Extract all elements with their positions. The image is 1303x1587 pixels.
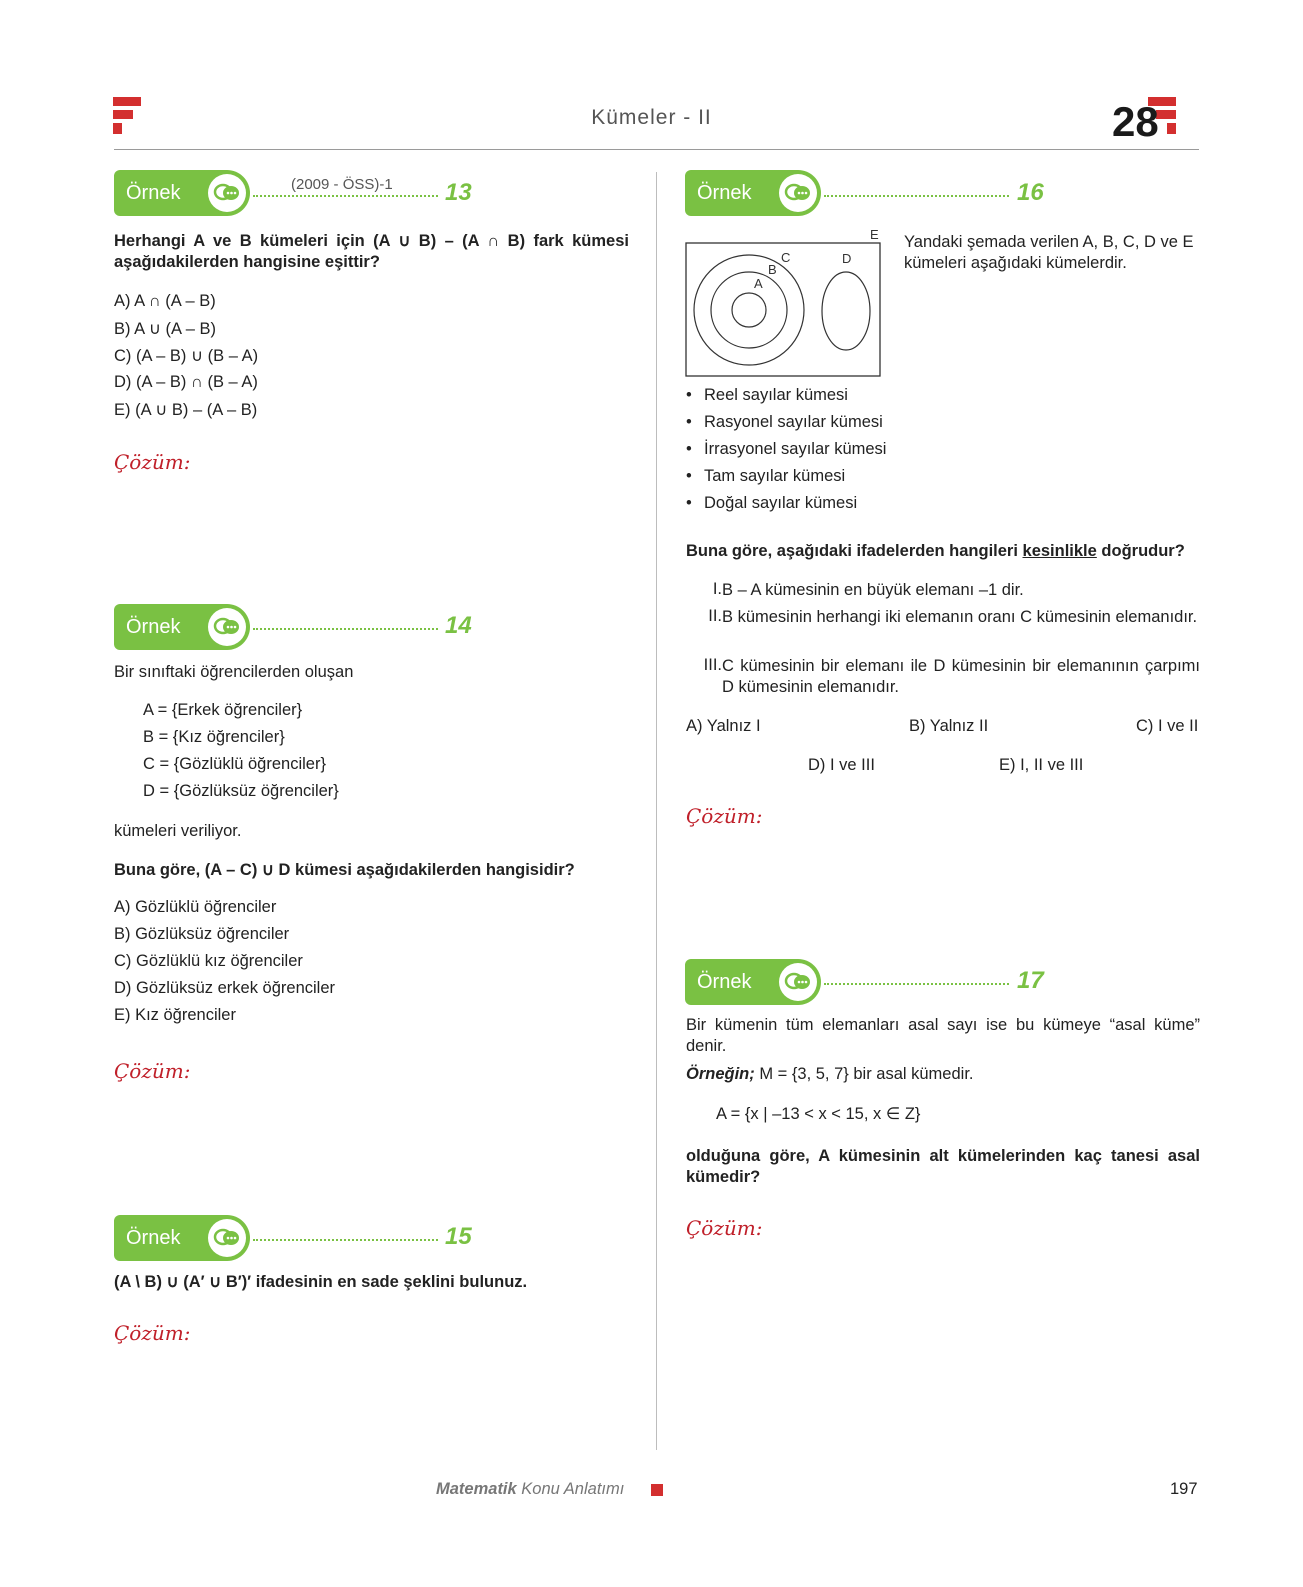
statement-num: III. <box>703 656 722 674</box>
intro-14: Bir sınıftaki öğrencilerden oluşan <box>114 663 354 681</box>
column-divider <box>656 172 657 1450</box>
option-e: E) Kız öğrenciler <box>114 1006 236 1024</box>
page-title: Kümeler - II <box>591 106 712 129</box>
label-d: D <box>842 251 852 266</box>
example-number-13: 13 <box>445 179 472 206</box>
set-c: C = {Gözlüklü öğrenciler} <box>143 755 326 773</box>
example-number-16: 16 <box>1017 179 1044 206</box>
list-item: • Tam sayılar kümesi <box>686 463 886 490</box>
statement-2: B kümesinin herhangi iki elemanın oranı C kümesinin elemanıdır. <box>722 608 1198 626</box>
speech-bubbles-icon <box>208 608 246 646</box>
option-b: B) Gözlüksüz öğrenciler <box>114 925 290 943</box>
emphasis-word: kesinlikle <box>1022 542 1097 560</box>
statement-1: B – A kümesinin en büyük elemanı –1 dir. <box>722 581 1024 599</box>
option-c: C) (A – B) ∪ (B – A) <box>114 347 259 365</box>
example-badge-13 <box>114 170 250 216</box>
speech-bubbles-icon <box>779 963 817 1001</box>
option-d: D) Gözlüksüz erkek öğrenciler <box>114 979 335 997</box>
example-label: Örneğin; <box>686 1065 755 1083</box>
given-14: kümeleri veriliyor. <box>114 822 242 840</box>
solution-label: Çözüm: <box>114 1321 191 1345</box>
speech-bubbles-icon <box>779 174 817 212</box>
question-16: Buna göre, aşağıdaki ifadelerden hangileri kesinlikle doğrudur? <box>686 542 1185 560</box>
list-item: • İrrasyonel sayılar kümesi <box>686 436 886 463</box>
label-e: E <box>870 227 879 242</box>
badge-label: Örnek <box>126 616 181 638</box>
badge-label: Örnek <box>697 182 752 204</box>
option-a: A) A ∩ (A – B) <box>114 292 216 310</box>
question-13: Herhangi A ve B kümeleri için (A ∪ B) – (A ∩ B) fark kümesi aşağıdakilerden hangisine eşittir? <box>114 232 629 271</box>
option-a: A) Yalnız I <box>686 717 761 735</box>
example-number-14: 14 <box>445 612 472 639</box>
dotted-leader <box>253 1239 438 1241</box>
dotted-leader <box>824 983 1009 985</box>
label-b: B <box>768 262 777 277</box>
option-d: D) (A – B) ∩ (B – A) <box>114 373 258 391</box>
statement-num: II. <box>708 607 722 625</box>
venn-diagram <box>684 226 884 381</box>
option-b: B) Yalnız II <box>909 717 989 735</box>
example-badge-15 <box>114 1215 250 1261</box>
list-item: • Rasyonel sayılar kümesi <box>686 409 886 436</box>
header-divider <box>114 149 1199 150</box>
badge-label: Örnek <box>126 182 181 204</box>
question-15: (A \ B) ∪ (A′ ∪ B′)′ ifadesinin en sade şeklini bulunuz. <box>114 1273 528 1291</box>
set-d-ellipse <box>822 272 870 350</box>
list-item: • Reel sayılar kümesi <box>686 382 886 409</box>
example-number-15: 15 <box>445 1223 472 1250</box>
example-source: (2009 - ÖSS)-1 <box>291 176 393 193</box>
speech-bubbles-icon <box>208 174 246 212</box>
solution-label: Çözüm: <box>686 804 763 828</box>
speech-bubbles-icon <box>208 1219 246 1257</box>
set-a-circle <box>732 293 766 327</box>
set-a: A = {Erkek öğrenciler} <box>143 701 303 719</box>
set-b-circle <box>711 272 787 348</box>
diagram-description: Yandaki şemada verilen A, B, C, D ve E kümeleri aşağıdaki kümelerdir. <box>904 233 1194 272</box>
dotted-leader <box>824 195 1009 197</box>
example-badge-14 <box>114 604 250 650</box>
set-list <box>686 382 886 517</box>
question-17: olduğuna göre, A kümesinin alt kümelerinden kaç tanesi asal kümedir? <box>686 1147 1200 1186</box>
solution-label: Çözüm: <box>686 1216 763 1240</box>
option-c: C) I ve II <box>1136 717 1199 735</box>
label-c: C <box>781 250 791 265</box>
footer-brand: Matematik Konu Anlatımı <box>436 1480 625 1498</box>
set-b: B = {Kız öğrenciler} <box>143 728 285 746</box>
example-line: Örneğin; M = {3, 5, 7} bir asal kümedir. <box>686 1065 974 1083</box>
dotted-leader <box>253 195 438 197</box>
chapter-number: 28 <box>1112 98 1159 145</box>
solution-label: Çözüm: <box>114 450 191 474</box>
list-item: • Doğal sayılar kümesi <box>686 490 886 517</box>
option-a: A) Gözlüklü öğrenciler <box>114 898 277 916</box>
question-14: Buna göre, (A – C) ∪ D kümesi aşağıdakilerden hangisidir? <box>114 861 575 879</box>
example-number-17: 17 <box>1017 967 1044 994</box>
option-c: C) Gözlüklü kız öğrenciler <box>114 952 303 970</box>
option-e: E) I, II ve III <box>999 756 1084 774</box>
definition-17: Bir kümenin tüm elemanları asal sayı ise bu kümeye “asal küme” denir. <box>686 1016 1200 1055</box>
badge-label: Örnek <box>697 971 752 993</box>
set-definition: A = {x | –13 < x < 15, x ∈ Z} <box>716 1105 921 1123</box>
example-badge-17 <box>685 959 821 1005</box>
set-d: D = {Gözlüksüz öğrenciler} <box>143 782 339 800</box>
statement-3: C kümesinin bir elemanı ile D kümesinin bir elemanının çarpımı D kümesinin elemanıdır. <box>722 657 1200 696</box>
example-badge-16 <box>685 170 821 216</box>
solution-label: Çözüm: <box>114 1059 191 1083</box>
option-b: B) A ∪ (A – B) <box>114 320 216 338</box>
dotted-leader <box>253 628 438 630</box>
statement-num: I. <box>712 580 722 598</box>
footer-square-icon <box>651 1484 663 1496</box>
page-number: 197 <box>1170 1480 1198 1498</box>
badge-label: Örnek <box>126 1227 181 1249</box>
option-e: E) (A ∪ B) – (A – B) <box>114 401 258 419</box>
label-a: A <box>754 276 763 291</box>
option-d: D) I ve III <box>808 756 875 774</box>
